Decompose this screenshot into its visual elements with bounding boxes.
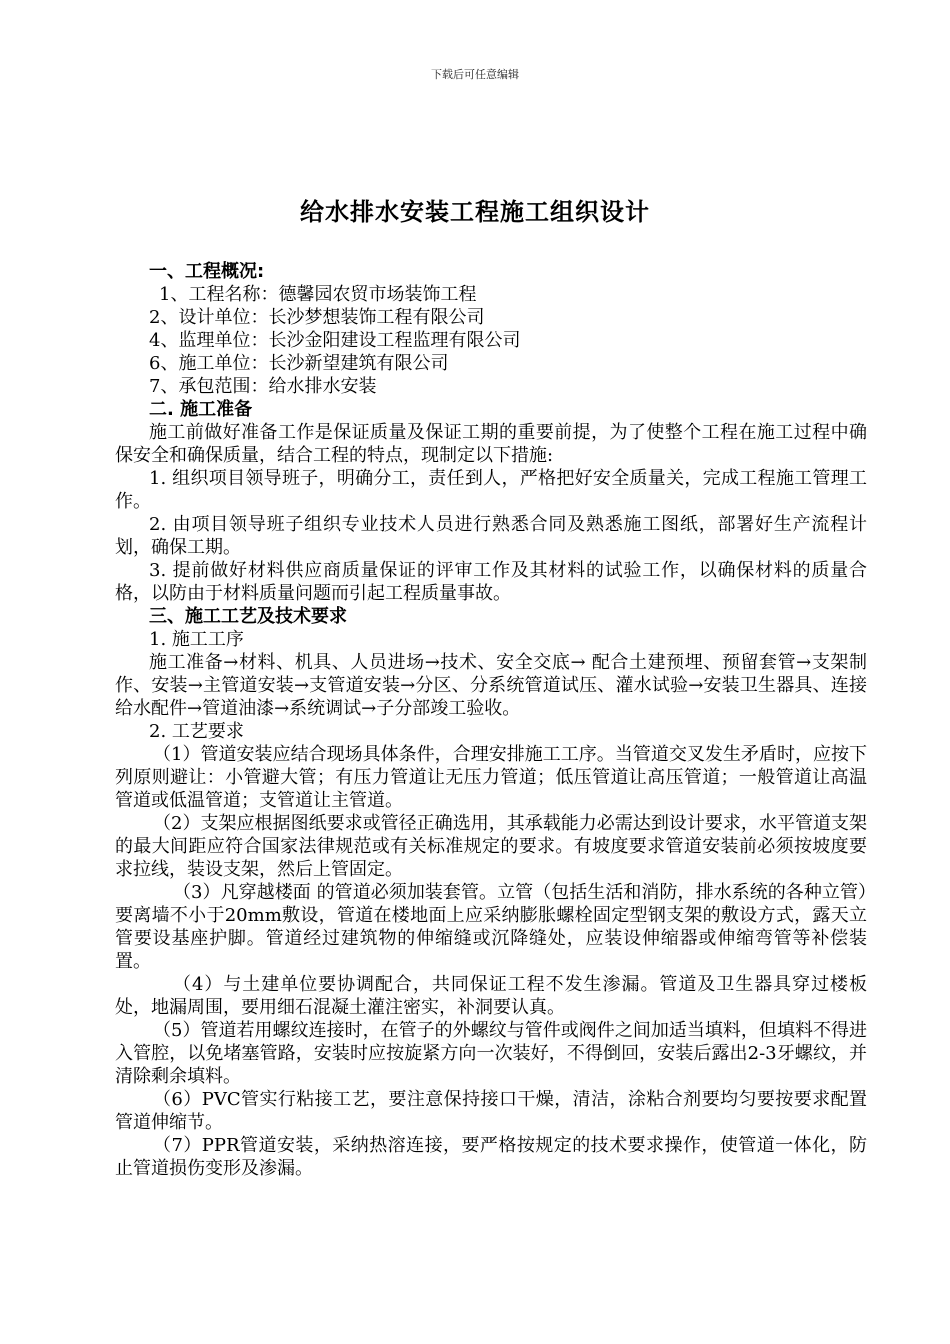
- document-body: [115, 260, 867, 1180]
- requirement-item: （2）支架应根据图纸要求或管径正确选用，其承载能力必需达到设计要求，水平管道支架的最大间距应符合国家法律规范或有关标准规定的要求。有坡度要求管道安装前必须按坡度要求拉线，装设支架，然后上管固定。: [115, 813, 867, 880]
- requirement-item: （5）管道若用螺纹连接时，在管子的外螺纹与管件或阀件之间加适当填料，但填料不得进入管腔，以免堵塞管路，安装时应按旋紧方向一次装好，不得倒回，安装后露出2-3牙螺纹，并清除剩余填料。: [115, 1020, 867, 1087]
- project-info-item: 4、监理单位：长沙金阳建设工程监理有限公司: [149, 330, 521, 351]
- requirement-item: （7）PPR管道安装，采纳热溶连接，要严格按规定的技术要求操作，使管道一体化，防止管道损伤变形及渗漏。: [115, 1135, 867, 1179]
- document-title: 给水排水安装工程施工组织设计: [300, 198, 650, 226]
- page-header-note: 下载后可任意编辑: [431, 68, 519, 81]
- section-2-intro: 施工前做好准备工作是保证质量及保证工期的重要前提，为了使整个工程在施工过程中确保安全和确保质量，结合工程的特点，现制定以下措施:: [115, 422, 867, 466]
- preparation-item: 3. 提前做好材料供应商质量保证的评审工作及其材料的试验工作，以确保材料的质量合格，以防由于材料质量问题而引起工程质量事故。: [115, 560, 867, 604]
- process-flow-text: 施工准备→材料、机具、人员进场→技术、安全交底→ 配合土建预埋、预留套管→支架制作、安装→主管道安装→支管道安装→分区、分系统管道试压、灌水试验→安装卫生器具、连接给水配件→管道油漆→系统调试→子分部竣工验收。: [115, 652, 867, 719]
- requirement-item: （4）与土建单位要协调配合，共同保证工程不发生渗漏。管道及卫生器具穿过楼板处，地漏周围，要用细石混凝土灌注密实，补洞要认真。: [115, 974, 867, 1018]
- project-info-item: 7、承包范围：给水排水安装: [149, 376, 377, 397]
- section-2-heading: 二. 施工准备: [149, 399, 253, 420]
- requirement-item: （3）凡穿越楼面 的管道必须加装套管。立管（包括生活和消防，排水系统的各种立管）要离墙不小于20mm敷设，管道在楼地面上应采纳膨胀螺栓固定型钢支架的敷设方式，露天立管要设基座护脚。管道经过建筑物的伸缩缝或沉降缝处，应装设伸缩器或伸缩弯管等补偿装置。: [115, 882, 867, 972]
- subsection-heading: 2. 工艺要求: [149, 721, 244, 742]
- preparation-item: 1. 组织项目领导班子，明确分工，责任到人，严格把好安全质量关，完成工程施工管理工作。: [115, 468, 867, 512]
- requirement-item: （6）PVC管实行粘接工艺，要注意保持接口干燥，清洁，涂粘合剂要均匀要按要求配置管道伸缩节。: [115, 1089, 867, 1133]
- section-3-heading: 三、施工工艺及技术要求: [149, 606, 347, 627]
- requirement-item: （1）管道安装应结合现场具体条件，合理安排施工工序。当管道交叉发生矛盾时，应按下列原则避让：小管避大管；有压力管道让无压力管道；低压管道让高压管道；一般管道让高温管道或低温管道；支管道让主管道。: [115, 744, 867, 811]
- project-info-item: 2、设计单位：长沙梦想装饰工程有限公司: [149, 307, 485, 328]
- subsection-heading: 1. 施工工序: [149, 629, 244, 650]
- project-info-item: 1、工程名称：德馨园农贸市场装饰工程: [159, 284, 477, 305]
- project-info-item: 6、施工单位：长沙新望建筑有限公司: [149, 353, 449, 374]
- preparation-item: 2. 由项目领导班子组织专业技术人员进行熟悉合同及熟悉施工图纸，部署好生产流程计划，确保工期。: [115, 514, 867, 558]
- section-1-heading: 一、工程概况:: [149, 261, 265, 282]
